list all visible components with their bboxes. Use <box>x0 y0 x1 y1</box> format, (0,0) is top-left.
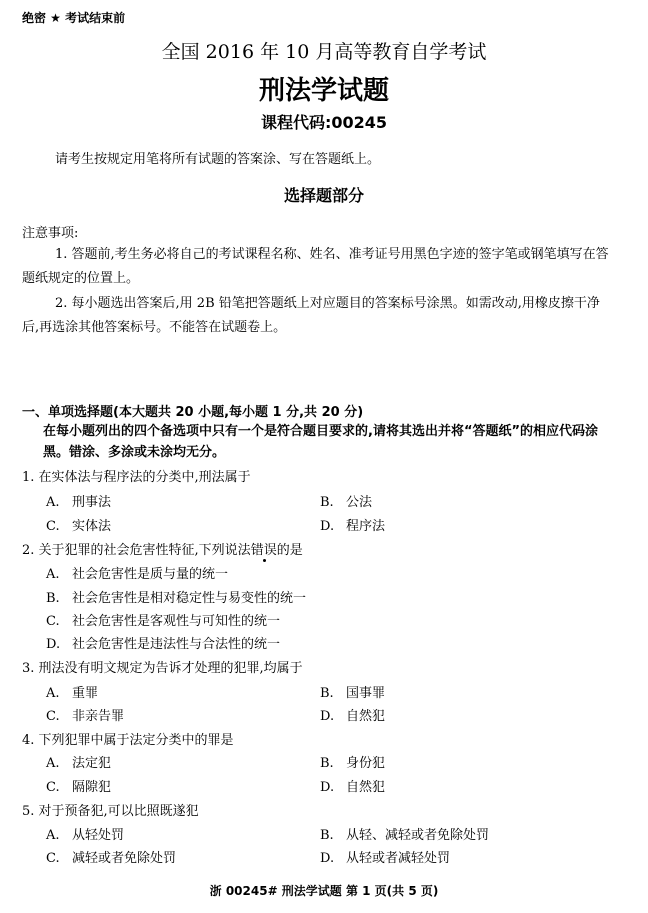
option-text: 重罪 <box>72 686 99 701</box>
question-3-option-b <box>320 682 385 701</box>
secret-mark: 绝密 ★ 考试结束前 <box>22 11 126 25</box>
option-text: 身份犯 <box>346 756 386 771</box>
option-text: 实体法 <box>72 519 112 534</box>
option-letter: A. <box>46 686 60 701</box>
option-letter: D. <box>320 780 335 795</box>
question-1-option-c <box>46 515 111 534</box>
question-emphasis-word: 错误 <box>250 543 277 558</box>
question-2-option-a <box>46 563 228 582</box>
notes-title: 注意事项: <box>22 226 79 241</box>
question-5-option-c <box>46 847 176 866</box>
option-text: 国事罪 <box>346 686 386 701</box>
option-text: 自然犯 <box>346 709 386 724</box>
question-text: 对于预备犯,可以比照既遂犯 <box>38 804 199 819</box>
option-letter: B. <box>320 756 334 771</box>
question-1-stem <box>22 466 251 485</box>
question-4-option-a <box>46 752 111 771</box>
question-3-option-d <box>320 705 385 724</box>
question-3-option-a <box>46 682 98 701</box>
question-text: 刑法没有明文规定为告诉才处理的犯罪,均属于 <box>38 661 303 676</box>
option-text: 从轻、减轻或者免除处罚 <box>346 828 490 843</box>
option-letter: C. <box>46 614 60 629</box>
question-number: 2. <box>22 543 35 558</box>
question-number: 5. <box>22 804 35 819</box>
question-text: 在实体法与程序法的分类中,刑法属于 <box>38 470 251 485</box>
option-text: 刑事法 <box>72 495 112 510</box>
option-text: 从轻处罚 <box>72 828 125 843</box>
question-2-option-c <box>46 610 280 629</box>
question-number: 4. <box>22 733 35 748</box>
option-letter: C. <box>46 709 60 724</box>
section-title: 选择题部分 <box>283 186 364 205</box>
option-letter: C. <box>46 780 60 795</box>
note-item-2: 2. 每小题选出答案后,用 2B 铅笔把答题纸上对应题目的答案标号涂黑。如需改动,用橡皮擦干净后,再选涂其他答案标号。不能答在试题卷上。 <box>22 296 600 335</box>
option-letter: B. <box>320 495 334 510</box>
option-letter: D. <box>46 637 61 652</box>
option-text: 社会危害性是客观性与可知性的统一 <box>72 614 281 629</box>
option-text: 自然犯 <box>346 780 386 795</box>
option-letter: B. <box>320 828 334 843</box>
question-4-stem <box>22 729 234 748</box>
option-text: 法定犯 <box>72 756 112 771</box>
question-text-before: 关于犯罪的社会危害性特征,下列说法 <box>38 543 251 558</box>
option-letter: D. <box>320 709 335 724</box>
option-letter: A. <box>46 756 60 771</box>
option-letter: C. <box>46 851 60 866</box>
question-3-stem <box>22 657 303 676</box>
option-letter: D. <box>320 519 335 534</box>
option-text: 隔隙犯 <box>72 780 112 795</box>
option-letter: B. <box>46 591 60 606</box>
part-one-heading: 一、单项选择题(本大题共 20 小题,每小题 1 分,共 20 分) <box>22 405 364 420</box>
option-text: 社会危害性是相对稳定性与易变性的统一 <box>72 591 307 606</box>
question-1-option-d <box>320 515 385 534</box>
option-text: 公法 <box>346 495 373 510</box>
option-letter: A. <box>46 567 60 582</box>
question-text-after: 的是 <box>276 543 303 558</box>
instruction: 请考生按规定用笔将所有试题的答案涂、写在答题纸上。 <box>55 152 381 167</box>
question-3-option-c <box>46 705 124 724</box>
option-text: 程序法 <box>346 519 386 534</box>
option-text: 社会危害性是质与量的统一 <box>72 567 229 582</box>
option-text: 社会危害性是违法性与合法性的统一 <box>72 637 281 652</box>
question-number: 3. <box>22 661 35 676</box>
page-footer: 浙 00245# 刑法学试题 第 1 页(共 5 页) <box>209 884 439 898</box>
question-4-option-b <box>320 752 385 771</box>
option-letter: A. <box>46 828 60 843</box>
question-4-option-d <box>320 776 385 795</box>
question-5-option-d <box>320 847 450 866</box>
option-letter: D. <box>320 851 335 866</box>
question-1-option-b <box>320 491 372 510</box>
option-text: 减轻或者免除处罚 <box>72 851 177 866</box>
question-2-option-d <box>46 633 280 652</box>
option-letter: C. <box>46 519 60 534</box>
note-item-1: 1. 答题前,考生务必将自己的考试课程名称、姓名、准考证号用黑色字迹的签字笔或钢笔填写在答题纸规定的位置上。 <box>22 247 609 286</box>
question-2-stem <box>22 539 303 558</box>
option-letter: B. <box>320 686 334 701</box>
question-1-option-a <box>46 491 111 510</box>
course-code: 课程代码:00245 <box>260 113 388 132</box>
question-4-option-c <box>46 776 111 795</box>
question-5-option-b <box>320 824 489 843</box>
option-text: 非亲告罪 <box>72 709 125 724</box>
option-text: 从轻或者减轻处罚 <box>346 851 451 866</box>
question-number: 1. <box>22 470 35 485</box>
question-2-option-b <box>46 587 306 606</box>
question-text: 下列犯罪中属于法定分类中的罪是 <box>38 733 234 748</box>
subject-title: 刑法学试题 <box>258 76 389 106</box>
question-5-stem <box>22 800 199 819</box>
option-letter: A. <box>46 495 60 510</box>
part-one-description: 在每小题列出的四个备选项中只有一个是符合题目要求的,请将其选出并将“答题纸”的相应代码涂黑。错涂、多涂或未涂均无分。 <box>43 424 599 460</box>
exam-title: 全国 2016 年 10 月高等教育自学考试 <box>161 41 487 63</box>
question-5-option-a <box>46 824 124 843</box>
